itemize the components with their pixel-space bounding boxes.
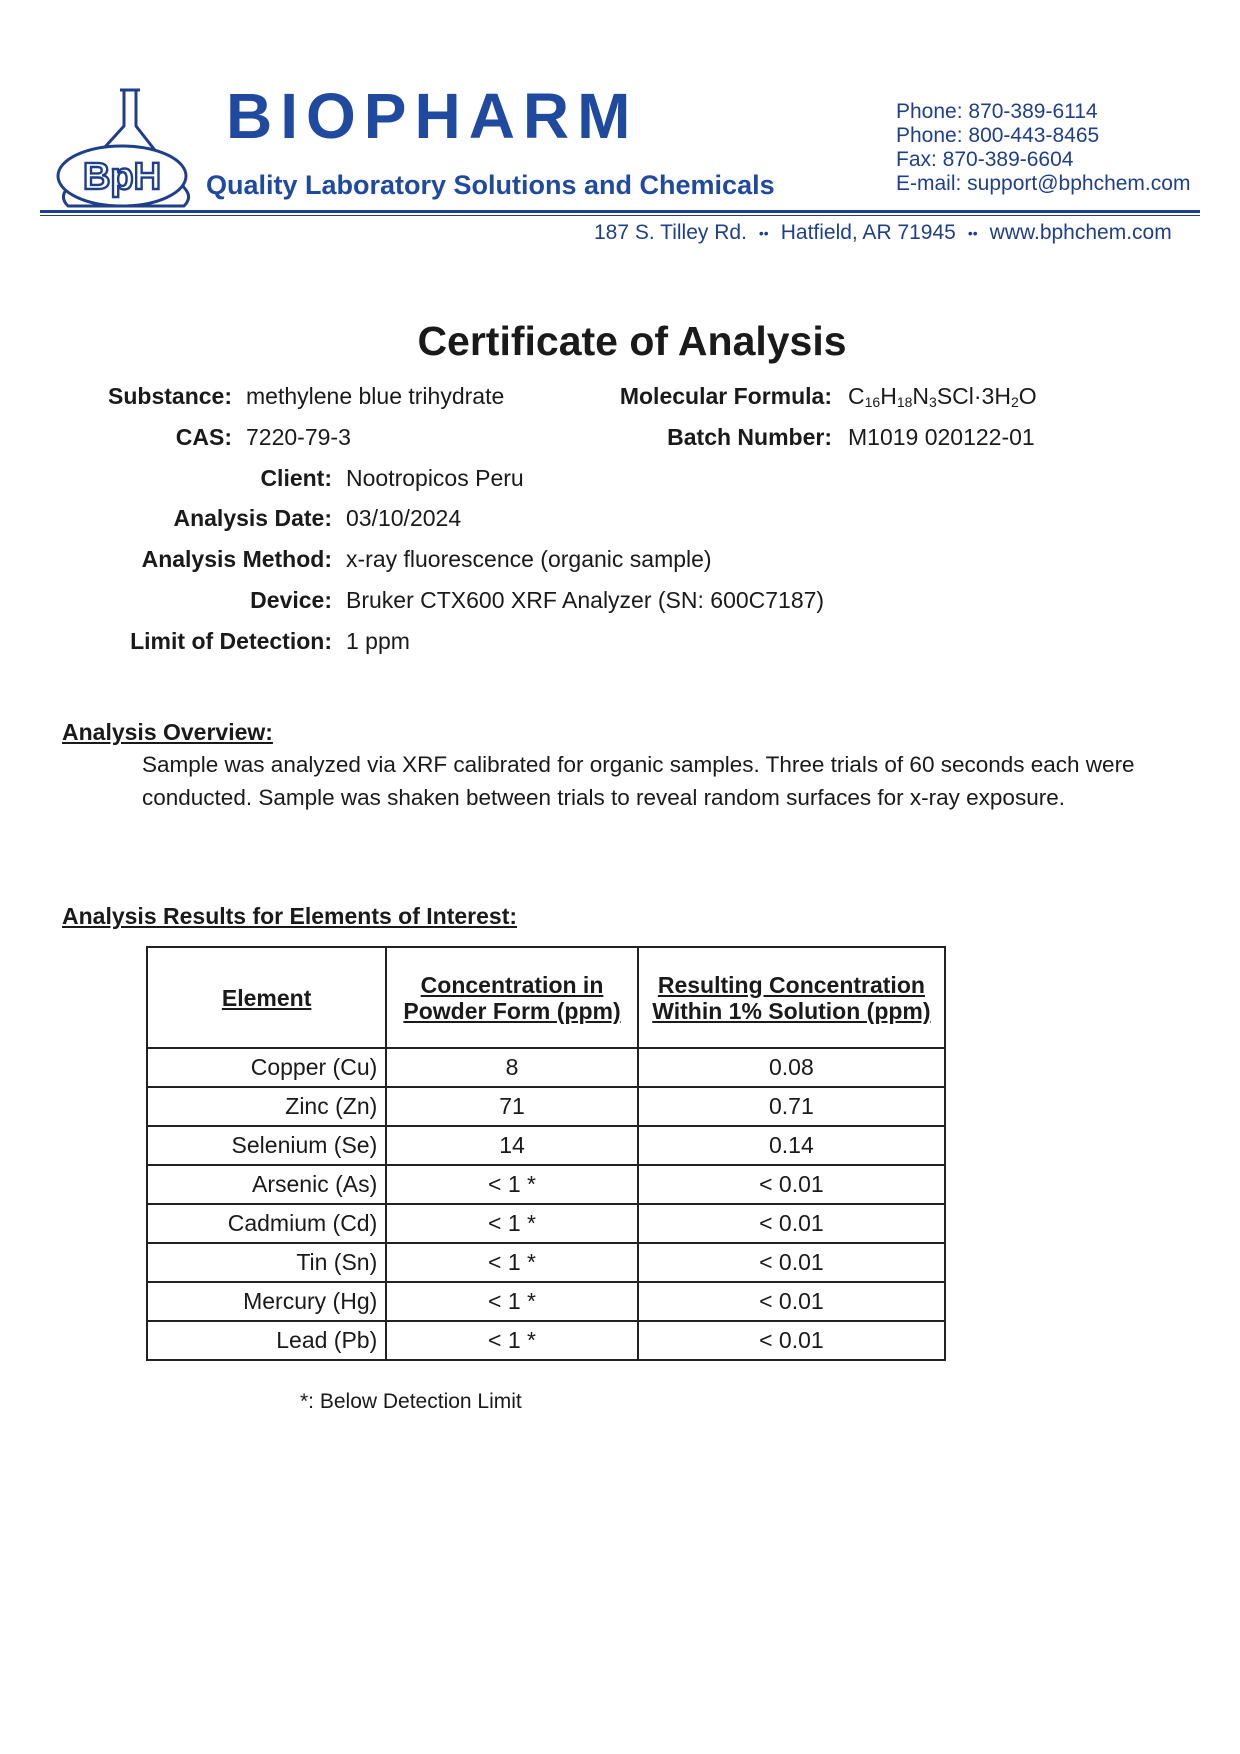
- formula-label: Molecular Formula:: [619, 383, 832, 409]
- solution-cell: 0.71: [638, 1087, 945, 1126]
- element-cell: Cadmium (Cd): [147, 1204, 386, 1243]
- contact-phone-1: Phone: 870-389-6114: [896, 100, 1098, 123]
- batch-label: Batch Number:: [667, 424, 832, 450]
- address-street: 187 S. Tilley Rd.: [594, 221, 747, 244]
- method-value: x-ray fluorescence (organic sample): [346, 546, 712, 572]
- table-row: [147, 1282, 945, 1321]
- address-separator: ••: [967, 225, 978, 242]
- element-cell: Zinc (Zn): [147, 1087, 386, 1126]
- address-separator: ••: [758, 225, 769, 242]
- powder-cell: 8: [386, 1048, 638, 1087]
- element-cell: Mercury (Hg): [147, 1282, 386, 1321]
- powder-cell: < 1 *: [386, 1282, 638, 1321]
- overview-heading: Analysis Overview:: [62, 719, 273, 745]
- brand-name: BIOPHARM: [226, 80, 639, 152]
- results-heading: Analysis Results for Elements of Interest:: [62, 903, 518, 929]
- client-label: Client:: [260, 465, 332, 491]
- solution-cell: 0.14: [638, 1126, 945, 1165]
- formula-value: $C_{16}H_{18}N_3SCl\cdot 3H_2O$: [848, 383, 1037, 410]
- powder-cell: 14: [386, 1126, 638, 1165]
- footnote: *: Below Detection Limit: [300, 1390, 522, 1413]
- overview-text: Sample was analyzed via XRF calibrated for organic samples. Three trials of 60 seconds each were conducted. Sample was shaken between trials to reveal random surfaces for x-ray exposure.: [142, 752, 1135, 810]
- solution-cell: < 0.01: [638, 1243, 945, 1282]
- device-value: Bruker CTX600 XRF Analyzer (SN: 600C7187): [346, 587, 825, 613]
- logo-text: BpH: [82, 156, 162, 198]
- table-row: [147, 1126, 945, 1165]
- results-header-row: [147, 947, 945, 1048]
- table-row: [147, 1321, 945, 1360]
- cas-value: 7220-79-3: [246, 424, 351, 450]
- contact-email: E-mail: support@bphchem.com: [896, 172, 1191, 195]
- table-row: [147, 1165, 945, 1204]
- powder-cell: < 1 *: [386, 1204, 638, 1243]
- element-cell: Selenium (Se): [147, 1126, 386, 1165]
- element-cell: Copper (Cu): [147, 1048, 386, 1087]
- document-title: Certificate of Analysis: [417, 318, 847, 364]
- powder-cell: < 1 *: [386, 1165, 638, 1204]
- solution-cell: < 0.01: [638, 1165, 945, 1204]
- element-cell: Lead (Pb): [147, 1321, 386, 1360]
- table-row: [147, 1048, 945, 1087]
- element-cell: Tin (Sn): [147, 1243, 386, 1282]
- results-table: [146, 946, 946, 1361]
- powder-cell: < 1 *: [386, 1243, 638, 1282]
- table-row: [147, 1087, 945, 1126]
- address-website: www.bphchem.com: [989, 221, 1172, 244]
- address-line: [594, 221, 1172, 245]
- element-cell: Arsenic (As): [147, 1165, 386, 1204]
- method-label: Analysis Method:: [141, 546, 332, 572]
- brand-tagline: Quality Laboratory Solutions and Chemicals: [206, 170, 775, 200]
- flask-logo-icon: [56, 86, 196, 214]
- client-value: Nootropicos Peru: [346, 465, 524, 491]
- solution-cell: 0.08: [638, 1048, 945, 1087]
- device-label: Device:: [250, 587, 332, 613]
- cas-label: CAS:: [175, 424, 232, 450]
- contact-phone-2: Phone: 800-443-8465: [896, 124, 1100, 147]
- powder-cell: 71: [386, 1087, 638, 1126]
- contact-block: [896, 100, 1190, 196]
- solution-cell: < 0.01: [638, 1321, 945, 1360]
- header-rule-thin: [40, 215, 1200, 216]
- date-value: 03/10/2024: [346, 505, 462, 531]
- table-row: [147, 1204, 945, 1243]
- solution-cell: < 0.01: [638, 1282, 945, 1321]
- substance-label: Substance:: [108, 383, 232, 409]
- contact-fax: Fax: 870-389-6604: [896, 148, 1074, 171]
- powder-cell: < 1 *: [386, 1321, 638, 1360]
- solution-cell: < 0.01: [638, 1204, 945, 1243]
- header-powder-concentration: Concentration in Powder Form (ppm): [386, 947, 638, 1048]
- header-rule: [40, 210, 1200, 213]
- batch-value: M1019 020122-01: [848, 424, 1035, 450]
- header-element: Element: [147, 947, 386, 1048]
- header-solution-concentration: Resulting Concentration Within 1% Solution (ppm): [638, 947, 945, 1048]
- address-city: Hatfield, AR 71945: [780, 221, 956, 244]
- date-label: Analysis Date:: [173, 505, 332, 531]
- table-row: [147, 1243, 945, 1282]
- lod-value: 1 ppm: [346, 628, 410, 654]
- substance-value: methylene blue trihydrate: [246, 383, 505, 409]
- lod-label: Limit of Detection:: [130, 628, 332, 654]
